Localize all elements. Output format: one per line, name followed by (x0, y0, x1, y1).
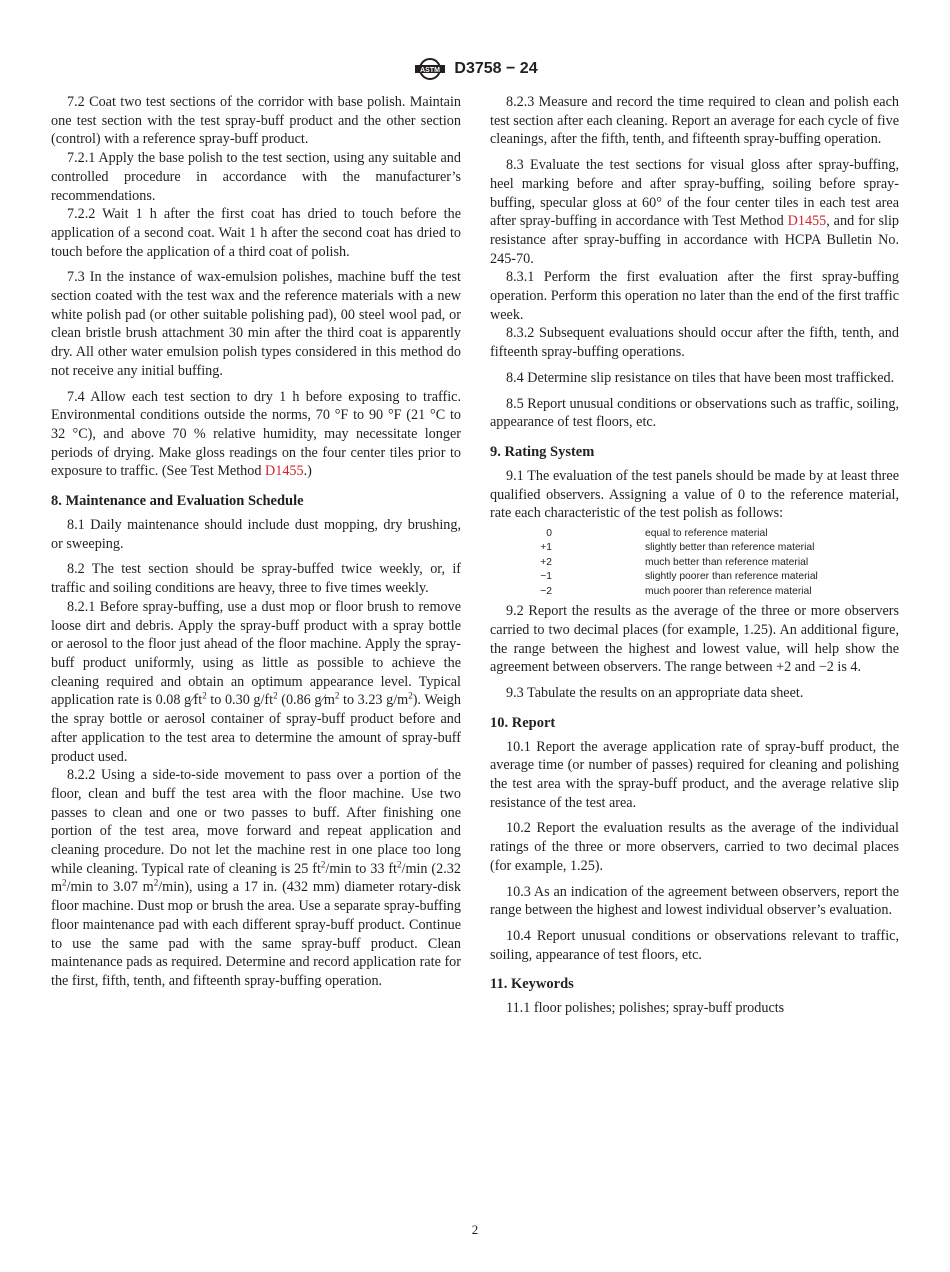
paragraph-8-3-1: 8.3.1 Perform the first evaluation after the first spray-buffing operation. Perform this operation no later than the end of the first traffic week. (490, 269, 899, 323)
rating-table (490, 527, 899, 599)
paragraph-8-1: 8.1 Daily maintenance should include dust mopping, dry brushing, or sweeping. (51, 517, 461, 552)
left-column (51, 93, 461, 991)
rating-row: +2 much better than reference material (540, 556, 809, 568)
paragraph-8-4: 8.4 Determine slip resistance on tiles that have been most trafficked. (506, 369, 895, 386)
rating-row: +1 slightly better than reference material (540, 542, 815, 554)
paragraph-8-2-1: 8.2.1 Before spray-buffing, use a dust mop or floor brush to remove loose dirt and debris. Apply the spray-buff product with a spray bottle or aerosol to the floor just ahead of the floor machine. Apply the spray-buff product uniformly, using as little as possible to achieve the cleaning required and obtain an optimum appearance level. Typical application rate is 0.08 $g⁄ft^2$ to 0.30 $g/ft^2$ (0.86 $g⁄m^2$ to 3.23 $g/m^2$). Weigh the spray bottle or aerosol container of spray-buff product before and after application to the test area to determine the amount of spray-buff product used. (51, 598, 461, 765)
d1455-link[interactable]: D1455 (265, 463, 304, 480)
section-9-heading: 9. Rating System (490, 443, 595, 460)
d1455-link[interactable]: D1455 (787, 213, 827, 230)
paragraph-9-3: 9.3 Tabulate the results on an appropriate data sheet. (506, 684, 804, 701)
paragraph-7-2: 7.2 Coat two test sections of the corridor with base polish. Maintain one test section with the test spray-buff product and the other section (control) with a reference spray-buff product. (51, 94, 461, 148)
paragraph-7-2-2: 7.2.2 Wait 1 h after the first coat has dried to touch before the application of a second coat. Wait 1 h after the second coat has dried to touch before the application of a third coat of polish. (51, 206, 461, 260)
document-id: D3758 − 24 (454, 60, 538, 77)
rating-row: −2 much poorer than reference material (540, 585, 812, 597)
paragraph-9-2: 9.2 Report the results as the average of the three or more observers carried to two decimal places (for example, 1.25). An additional figure, the range between the highest and lowest value, will help show the agreement between observers. The range between +2 and −2 is 4. (490, 603, 899, 676)
paragraph-9-1: 9.1 The evaluation of the test panels should be made by at least three qualified observers. Assigning a value of 0 to the reference material, rate each characteristic of the test polish as follows: (490, 467, 899, 522)
paragraph-8-2-2: 8.2.2 Using a side-to-side movement to pass over a portion of the floor, clean and buff the test area with the floor machine. Use two passes to clean and one or two passes to buff. After finishing one portion of the test area, move forward and repeat application and cleaning procedure. Do not let the machine rest in one place too long while cleaning. Typical rate of cleaning is 25 $ft^2/\min$ to 33 $ft^2/\min$ (2.32 $m^2/\min$ to 3.07 $m^2/\min$), using a 17 in. (432 mm) diameter rotary-disk floor machine. Dust mop or brush the area. Use a separate spray-buffing floor maintenance pad with each different spray-buff product. Continue to use the same pad with the same spray-buff product. Clean maintenance pads as required. Determine and record application rate for the first, fifth, tenth, and fifteenth spray-buffing operation. (51, 767, 461, 989)
paragraph-10-3: 10.3 As an indication of the agreement between observers, report the range between the highest and lowest individual observer’s evaluation. (490, 883, 899, 919)
paragraph-10-2: 10.2 Report the evaluation results as the average of the individual ratings of the three or more observers, carried to two decimal places (for example, 1.25). (490, 820, 899, 874)
svg-text:ASTM: ASTM (420, 67, 441, 74)
astm-logo-icon (412, 57, 448, 81)
right-column (490, 93, 899, 1018)
rating-row: −1 slightly poorer than reference material (540, 571, 818, 583)
paragraph-8-5: 8.5 Report unusual conditions or observations such as traffic, soiling, appearance of test floors, etc. (490, 395, 899, 431)
paragraph-8-3: 8.3 Evaluate the test sections for visual gloss after spray-buffing, heel marking before and after spray-buffing, soiling before spray-buffing, specular gloss at 60° of the four center tiles in each test area after spray-buffing in accordance with Test Method D1455, and for slip resistance after spray-buffing in accordance with HCPA Bulletin No. 245-70. (490, 157, 900, 267)
section-10-heading: 10. Report (490, 714, 556, 731)
paragraph-8-2: 8.2 The test section should be spray-buffed twice weekly, or, if traffic and soiling conditions are heavy, three to five times weekly. (51, 561, 461, 597)
paragraph-11-1: 11.1 floor polishes; polishes; spray-buff products (506, 1000, 785, 1017)
paragraph-10-1: 10.1 Report the average application rate of spray-buff product, the average time (or number of passes) required for cleaning and polishing the test area with the spray-buff product, and the average relative slip resistance of the test area. (490, 738, 899, 811)
paragraph-7-2-1: 7.2.1 Apply the base polish to the test section, using any suitable and controlled procedure in accordance with the manufacturer’s recommendations. (51, 150, 461, 204)
paragraph-8-2-3: 8.2.3 Measure and record the time required to clean and polish each test section after each cleaning. Report an average for each cycle of five cleanings, after the fifth, tenth, and fifteenth spray-buffing operation. (490, 94, 899, 148)
rating-row: 0 equal to reference material (546, 528, 768, 540)
section-11-heading: 11. Keywords (490, 976, 574, 993)
paragraph-10-4: 10.4 Report unusual conditions or observations relevant to traffic, soiling, appearance of test floors, etc. (490, 927, 899, 963)
paragraph-7-3: 7.3 In the instance of wax-emulsion polishes, machine buff the test section coated with the test wax and the reference materials with a new white polish pad (or other suitable polishing pad), 00 steel wool pad, or clean bristle brush attachment 30 min after the third coat is apparently dry. All other water emulsion polish types considered in this method do not receive any initial buffing. (51, 269, 461, 379)
page-number: 2 (471, 1222, 479, 1237)
page-header (0, 57, 950, 81)
paragraph-8-3-2: 8.3.2 Subsequent evaluations should occur after the fifth, tenth, and fifteenth spray-buffing operations. (490, 325, 899, 361)
paragraph-7-4: 7.4 Allow each test section to dry 1 h before exposing to traffic. Environmental conditions outside the norms, 70 °F to 90 °F (21 °C to 32 °C), and above 70 % relative humidity, may necessitate longer periods of drying. Make gloss readings on the four center tiles prior to exposure to traffic. (See Test Method D1455.) (51, 388, 461, 480)
section-8-heading: 8. Maintenance and Evaluation Schedule (51, 493, 304, 510)
